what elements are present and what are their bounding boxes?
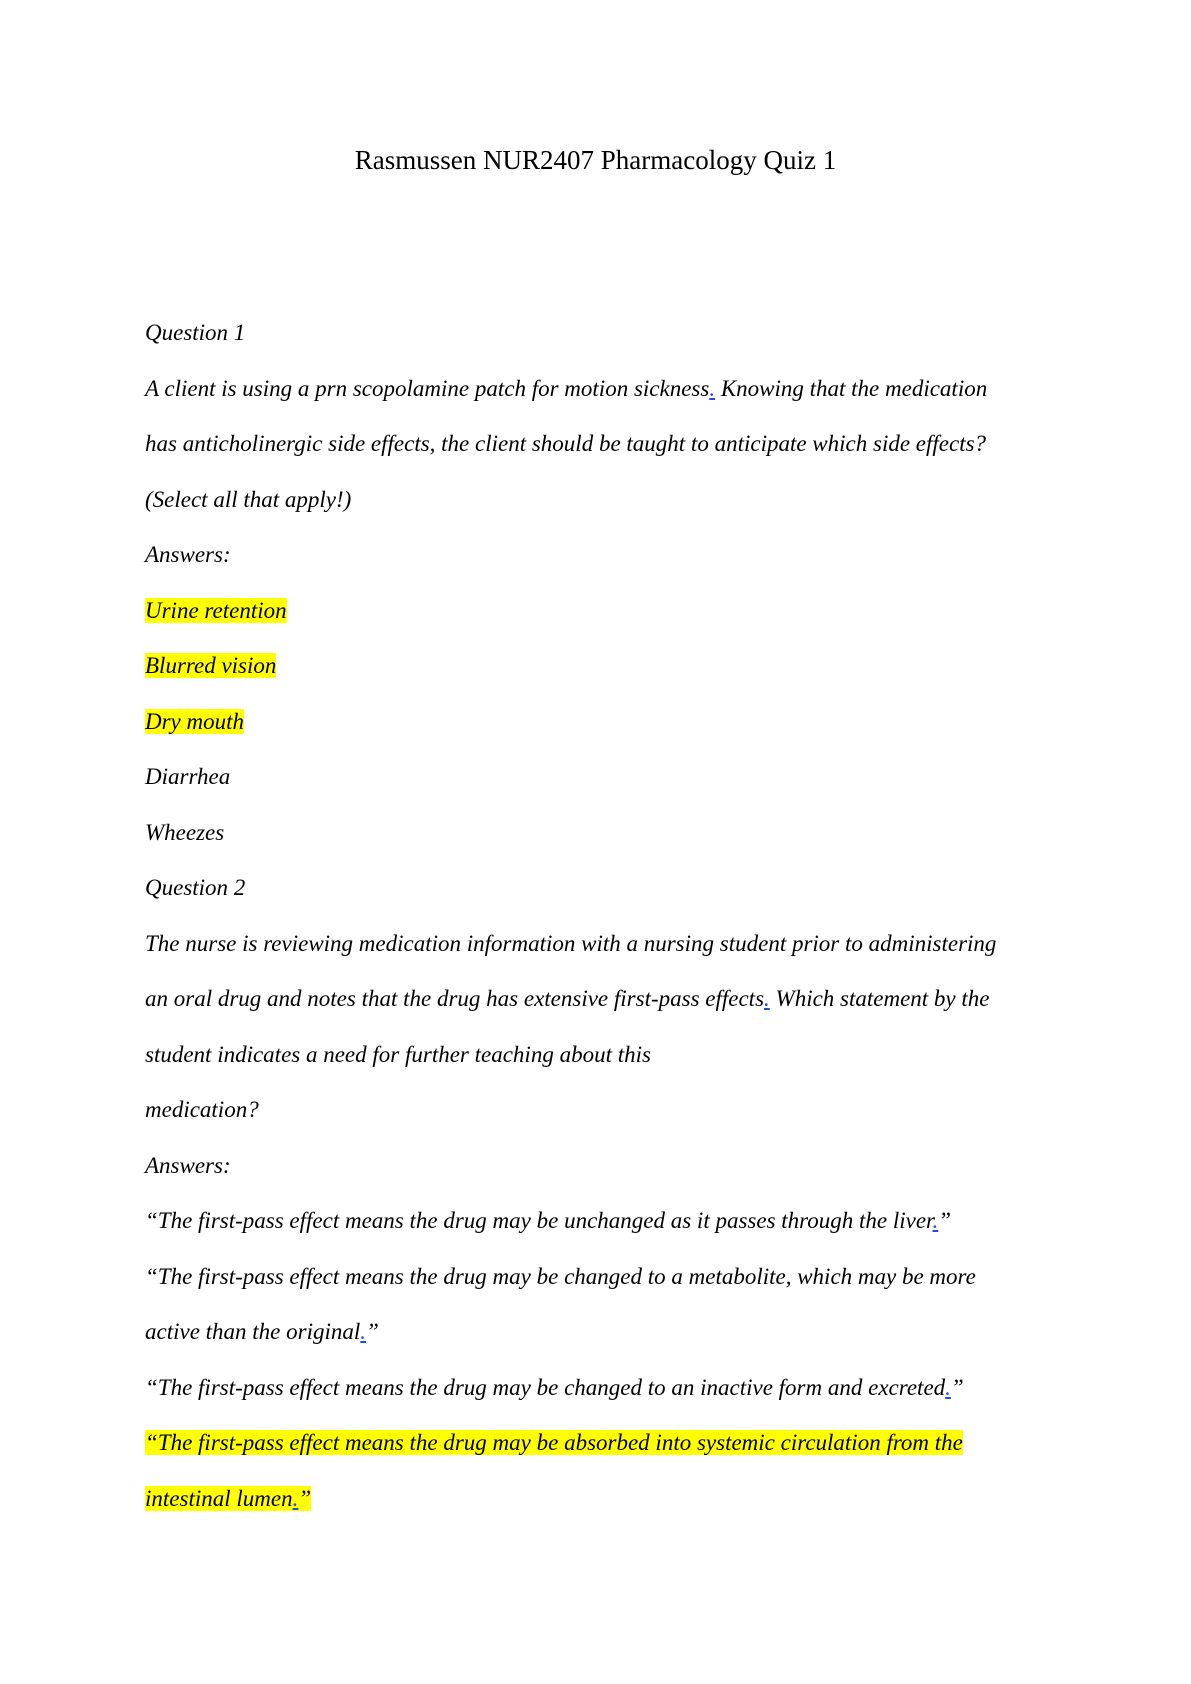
question-2-stem-text-cont: Which statement by the bbox=[769, 986, 990, 1011]
question-1-answer bbox=[145, 760, 1065, 816]
question-2-answer-2-line-1: “The first-pass effect means the drug may be changed to a metabolite, which may be more bbox=[145, 1263, 976, 1289]
answer-quote-end: ” bbox=[938, 1208, 952, 1233]
question-1-answer bbox=[145, 816, 1065, 872]
answer-quote-end: ” bbox=[298, 1485, 312, 1511]
question-2-answer-4-line-2 bbox=[145, 1482, 1065, 1538]
link-dot[interactable]: . bbox=[945, 1374, 951, 1400]
question-2-label: Question 2 bbox=[145, 875, 246, 900]
question-2-stem-text: an oral drug and notes that the drug has extensive first-pass effects bbox=[145, 986, 765, 1011]
question-1-stem-text-cont: Knowing that the medication bbox=[715, 375, 988, 401]
link-dot[interactable]: . bbox=[709, 375, 716, 401]
question-2-answer-2-line-2 bbox=[145, 1315, 1065, 1371]
link-dot[interactable]: . bbox=[932, 1208, 939, 1233]
answer-quote-end: ” bbox=[366, 1319, 379, 1344]
answer-quote-end: ” bbox=[950, 1374, 964, 1400]
document-body bbox=[145, 316, 1065, 1537]
question-1-label: Question 1 bbox=[145, 320, 246, 345]
question-1-answers-label: Answers: bbox=[145, 542, 231, 567]
question-1-answer bbox=[145, 649, 1065, 705]
answer-text: Wheezes bbox=[145, 819, 225, 845]
question-1-answer bbox=[145, 594, 1065, 650]
link-dot[interactable]: . bbox=[292, 1485, 299, 1511]
question-2-answer-4-line-1 bbox=[145, 1426, 1065, 1482]
highlighted-answer bbox=[145, 1486, 311, 1511]
question-1-stem-text: A client is using a prn scopolamine patch for motion sickness bbox=[145, 375, 710, 401]
question-2-stem-line-4: medication? bbox=[145, 1097, 259, 1122]
link-dot[interactable]: . bbox=[764, 986, 770, 1011]
highlighted-answer: Urine retention bbox=[145, 597, 287, 623]
highlighted-answer: “The first-pass effect means the drug may be absorbed into systemic circulation from the bbox=[145, 1430, 963, 1455]
question-1-answer bbox=[145, 705, 1065, 761]
question-2-stem-line-3: student indicates a need for further teaching about this bbox=[145, 1041, 651, 1067]
question-1-stem-line-2: has anticholinergic side effects, the client should be taught to anticipate which side effects? bbox=[145, 431, 987, 456]
question-2-answer-3 bbox=[145, 1371, 1065, 1427]
answer-text: “The first-pass effect means the drug may be unchanged as it passes through the liver bbox=[145, 1208, 933, 1233]
question-1-stem-line-3: (Select all that apply!) bbox=[145, 486, 352, 512]
document-title: Rasmussen NUR2407 Pharmacology Quiz 1 bbox=[354, 145, 837, 175]
answer-text: “The first-pass effect means the drug may be changed to an inactive form and excreted bbox=[145, 1374, 946, 1400]
highlighted-answer: Dry mouth bbox=[145, 708, 245, 734]
highlighted-answer: Blurred vision bbox=[145, 653, 277, 678]
question-2-answer-1 bbox=[145, 1204, 1065, 1260]
answer-text: Diarrhea bbox=[145, 764, 231, 789]
question-2-stem-line-2 bbox=[145, 982, 1065, 1038]
answer-text: intestinal lumen bbox=[145, 1485, 293, 1511]
question-2-answers-label: Answers: bbox=[145, 1152, 231, 1178]
link-dot[interactable]: . bbox=[360, 1319, 367, 1344]
answer-text: active than the original bbox=[145, 1319, 361, 1344]
question-1-stem-line-1 bbox=[145, 372, 1065, 428]
question-2-stem-line-1: The nurse is reviewing medication information with a nursing student prior to administering bbox=[145, 930, 997, 956]
